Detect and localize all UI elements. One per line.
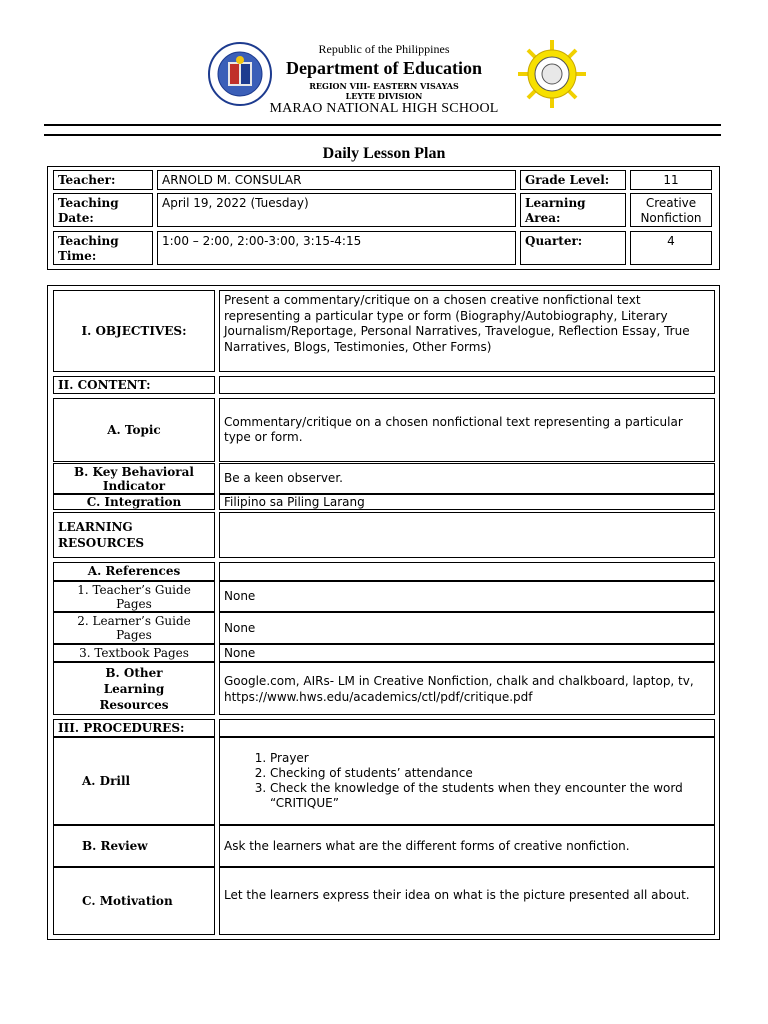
content-value: [219, 376, 715, 394]
drill-item: 2. Checking of students’ attendance: [270, 766, 710, 781]
motivation-label: C. Motivation: [53, 867, 215, 935]
other-resources-label: B. Other Learning Resources: [53, 662, 215, 715]
drill-list: [224, 751, 710, 811]
teaching-date-value: April 19, 2022 (Tuesday): [157, 193, 516, 227]
textbook-pages-label: 3. Textbook Pages: [53, 644, 215, 662]
content-label: II. CONTENT:: [53, 376, 215, 394]
key-indicator-label: B. Key Behavioral Indicator: [53, 463, 215, 494]
drill-value: [219, 737, 715, 825]
teaching-time-label: Teaching Time:: [53, 231, 153, 265]
learners-guide-value: None: [219, 612, 715, 644]
teachers-guide-value: None: [219, 581, 715, 612]
topic-label: A. Topic: [53, 398, 215, 462]
other-resources-value: Google.com, AIRs- LM in Creative Nonfiction, chalk and chalkboard, laptop, tv, https://www.hws.edu/academics/ctl/pdf/critique.pdf: [219, 662, 715, 715]
grade-level-label: Grade Level:: [520, 170, 626, 190]
republic-text: Republic of the Philippines: [318, 42, 450, 56]
integration-label: C. Integration: [53, 494, 215, 510]
learning-resources-label: LEARNING RESOURCES: [53, 512, 215, 558]
references-value: [219, 562, 715, 581]
region-text: REGION VIII- EASTERN VISAYAS: [309, 81, 459, 91]
school-seal-icon: [516, 38, 588, 110]
quarter-value: 4: [630, 231, 712, 265]
textbook-pages-value: None: [219, 644, 715, 662]
division-text: LEYTE DIVISION: [345, 91, 423, 101]
teacher-value: ARNOLD M. CONSULAR: [157, 170, 516, 190]
references-label: A. References: [53, 562, 215, 581]
school-name: MARAO NATIONAL HIGH SCHOOL: [269, 101, 499, 116]
grade-level-value: 11: [630, 170, 712, 190]
department-title: Department of Education: [286, 58, 482, 78]
objectives-value: Present a commentary/critique on a chosen creative nonfictional text representing a particular type or form (Biography/Autobiography, Literary Journalism/Reportage, Personal Narratives, Travelogue, Reflection Essay, True Narratives, Blogs, Testimonies, Other Forms): [219, 290, 715, 372]
quarter-label: Quarter:: [520, 231, 626, 265]
learning-resources-value: [219, 512, 715, 558]
procedures-value: [219, 719, 715, 737]
page-title: Daily Lesson Plan: [322, 145, 446, 162]
teacher-label: Teacher:: [53, 170, 153, 190]
review-label: B. Review: [53, 825, 215, 867]
teaching-date-label: Teaching Date:: [53, 193, 153, 227]
teachers-guide-label: 1. Teacher’s Guide Pages: [53, 581, 215, 612]
learning-area-value: Creative Nonfiction: [630, 193, 712, 227]
drill-label: A. Drill: [53, 737, 215, 825]
teaching-time-value: 1:00 – 2:00, 2:00-3:00, 3:15-4:15: [157, 231, 516, 265]
document-header: [0, 0, 768, 130]
motivation-value: Let the learners express their idea on what is the picture presented all about.: [219, 867, 715, 935]
procedures-label: III. PROCEDURES:: [53, 719, 215, 737]
integration-value: Filipino sa Piling Larang: [219, 494, 715, 510]
learning-area-label: Learning Area:: [520, 193, 626, 227]
drill-item: 1. Prayer: [270, 751, 710, 766]
header-rule-bottom: [44, 134, 721, 136]
learners-guide-label: 2. Learner’s Guide Pages: [53, 612, 215, 644]
objectives-label: I. OBJECTIVES:: [53, 290, 215, 372]
key-indicator-value: Be a keen observer.: [219, 463, 715, 494]
drill-item: 3. Check the knowledge of the students when they encounter the word “CRITIQUE”: [270, 781, 710, 811]
review-value: Ask the learners what are the different forms of creative nonfiction.: [219, 825, 715, 867]
topic-value: Commentary/critique on a chosen nonfictional text representing a particular type or form.: [219, 398, 715, 462]
header-rule-top: [44, 124, 721, 126]
